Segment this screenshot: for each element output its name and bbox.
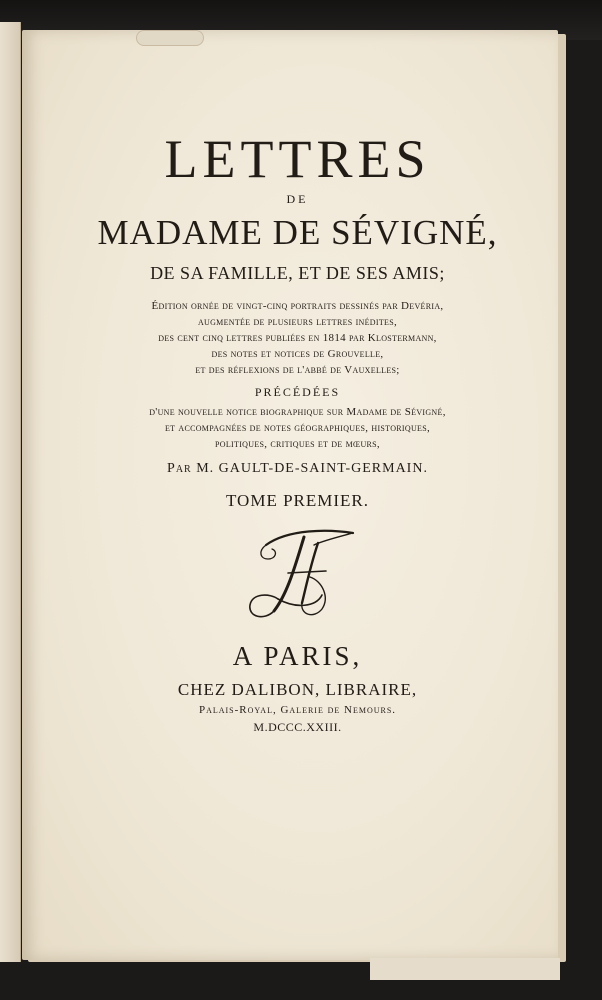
subtitle-family: DE SA FAMILLE, ET DE SES AMIS; — [150, 263, 445, 283]
editor-credit: Par M. GAULT-DE-SAINT-GERMAIN. — [167, 461, 428, 476]
imprint-city: A PARIS, — [232, 641, 363, 671]
facing-page-edge — [0, 22, 21, 962]
book-title: LETTRES — [164, 129, 431, 189]
page-tab — [136, 30, 204, 46]
publication-date: M.DCCC.XXIII. — [253, 720, 342, 734]
edition-line: Édition ornée de vingt-cinq portraits dessinés par Devéria, — [151, 300, 444, 312]
precedees-heading: PRÉCÉDÉES — [254, 385, 341, 399]
notice-line: politiques, critiques et de mœurs, — [215, 438, 380, 450]
title-page-content — [40, 110, 555, 735]
notice-line: et accompagnées de notes géographiques, historiques, — [164, 422, 431, 434]
volume-label: TOME PREMIER. — [225, 491, 370, 510]
bottom-page-strip — [370, 958, 560, 980]
edition-description — [40, 298, 555, 378]
notice-line: d'une nouvelle notice biographique sur Madame de Sévigné, — [149, 406, 446, 418]
edition-line: des notes et notices de Grouvelle, — [211, 348, 384, 360]
author-name: MADAME DE SÉVIGNÉ, — [97, 213, 498, 252]
publisher-name: CHEZ DALIBON, LIBRAIRE, — [177, 680, 418, 699]
monogram-ornament — [40, 523, 555, 623]
edition-line: augmentée de plusieurs lettres inédites, — [197, 316, 398, 328]
notice-description — [40, 404, 555, 452]
edition-line: et des réflexions de l'abbé de Vauxelles; — [195, 364, 400, 376]
edition-line: des cent cinq lettres publiées en 1814 par Klostermann, — [158, 332, 437, 344]
monogram-icon — [218, 523, 378, 623]
publisher-address: Palais-Royal, Galerie de Nemours. — [198, 704, 397, 716]
title-connector: DE — [286, 192, 309, 206]
